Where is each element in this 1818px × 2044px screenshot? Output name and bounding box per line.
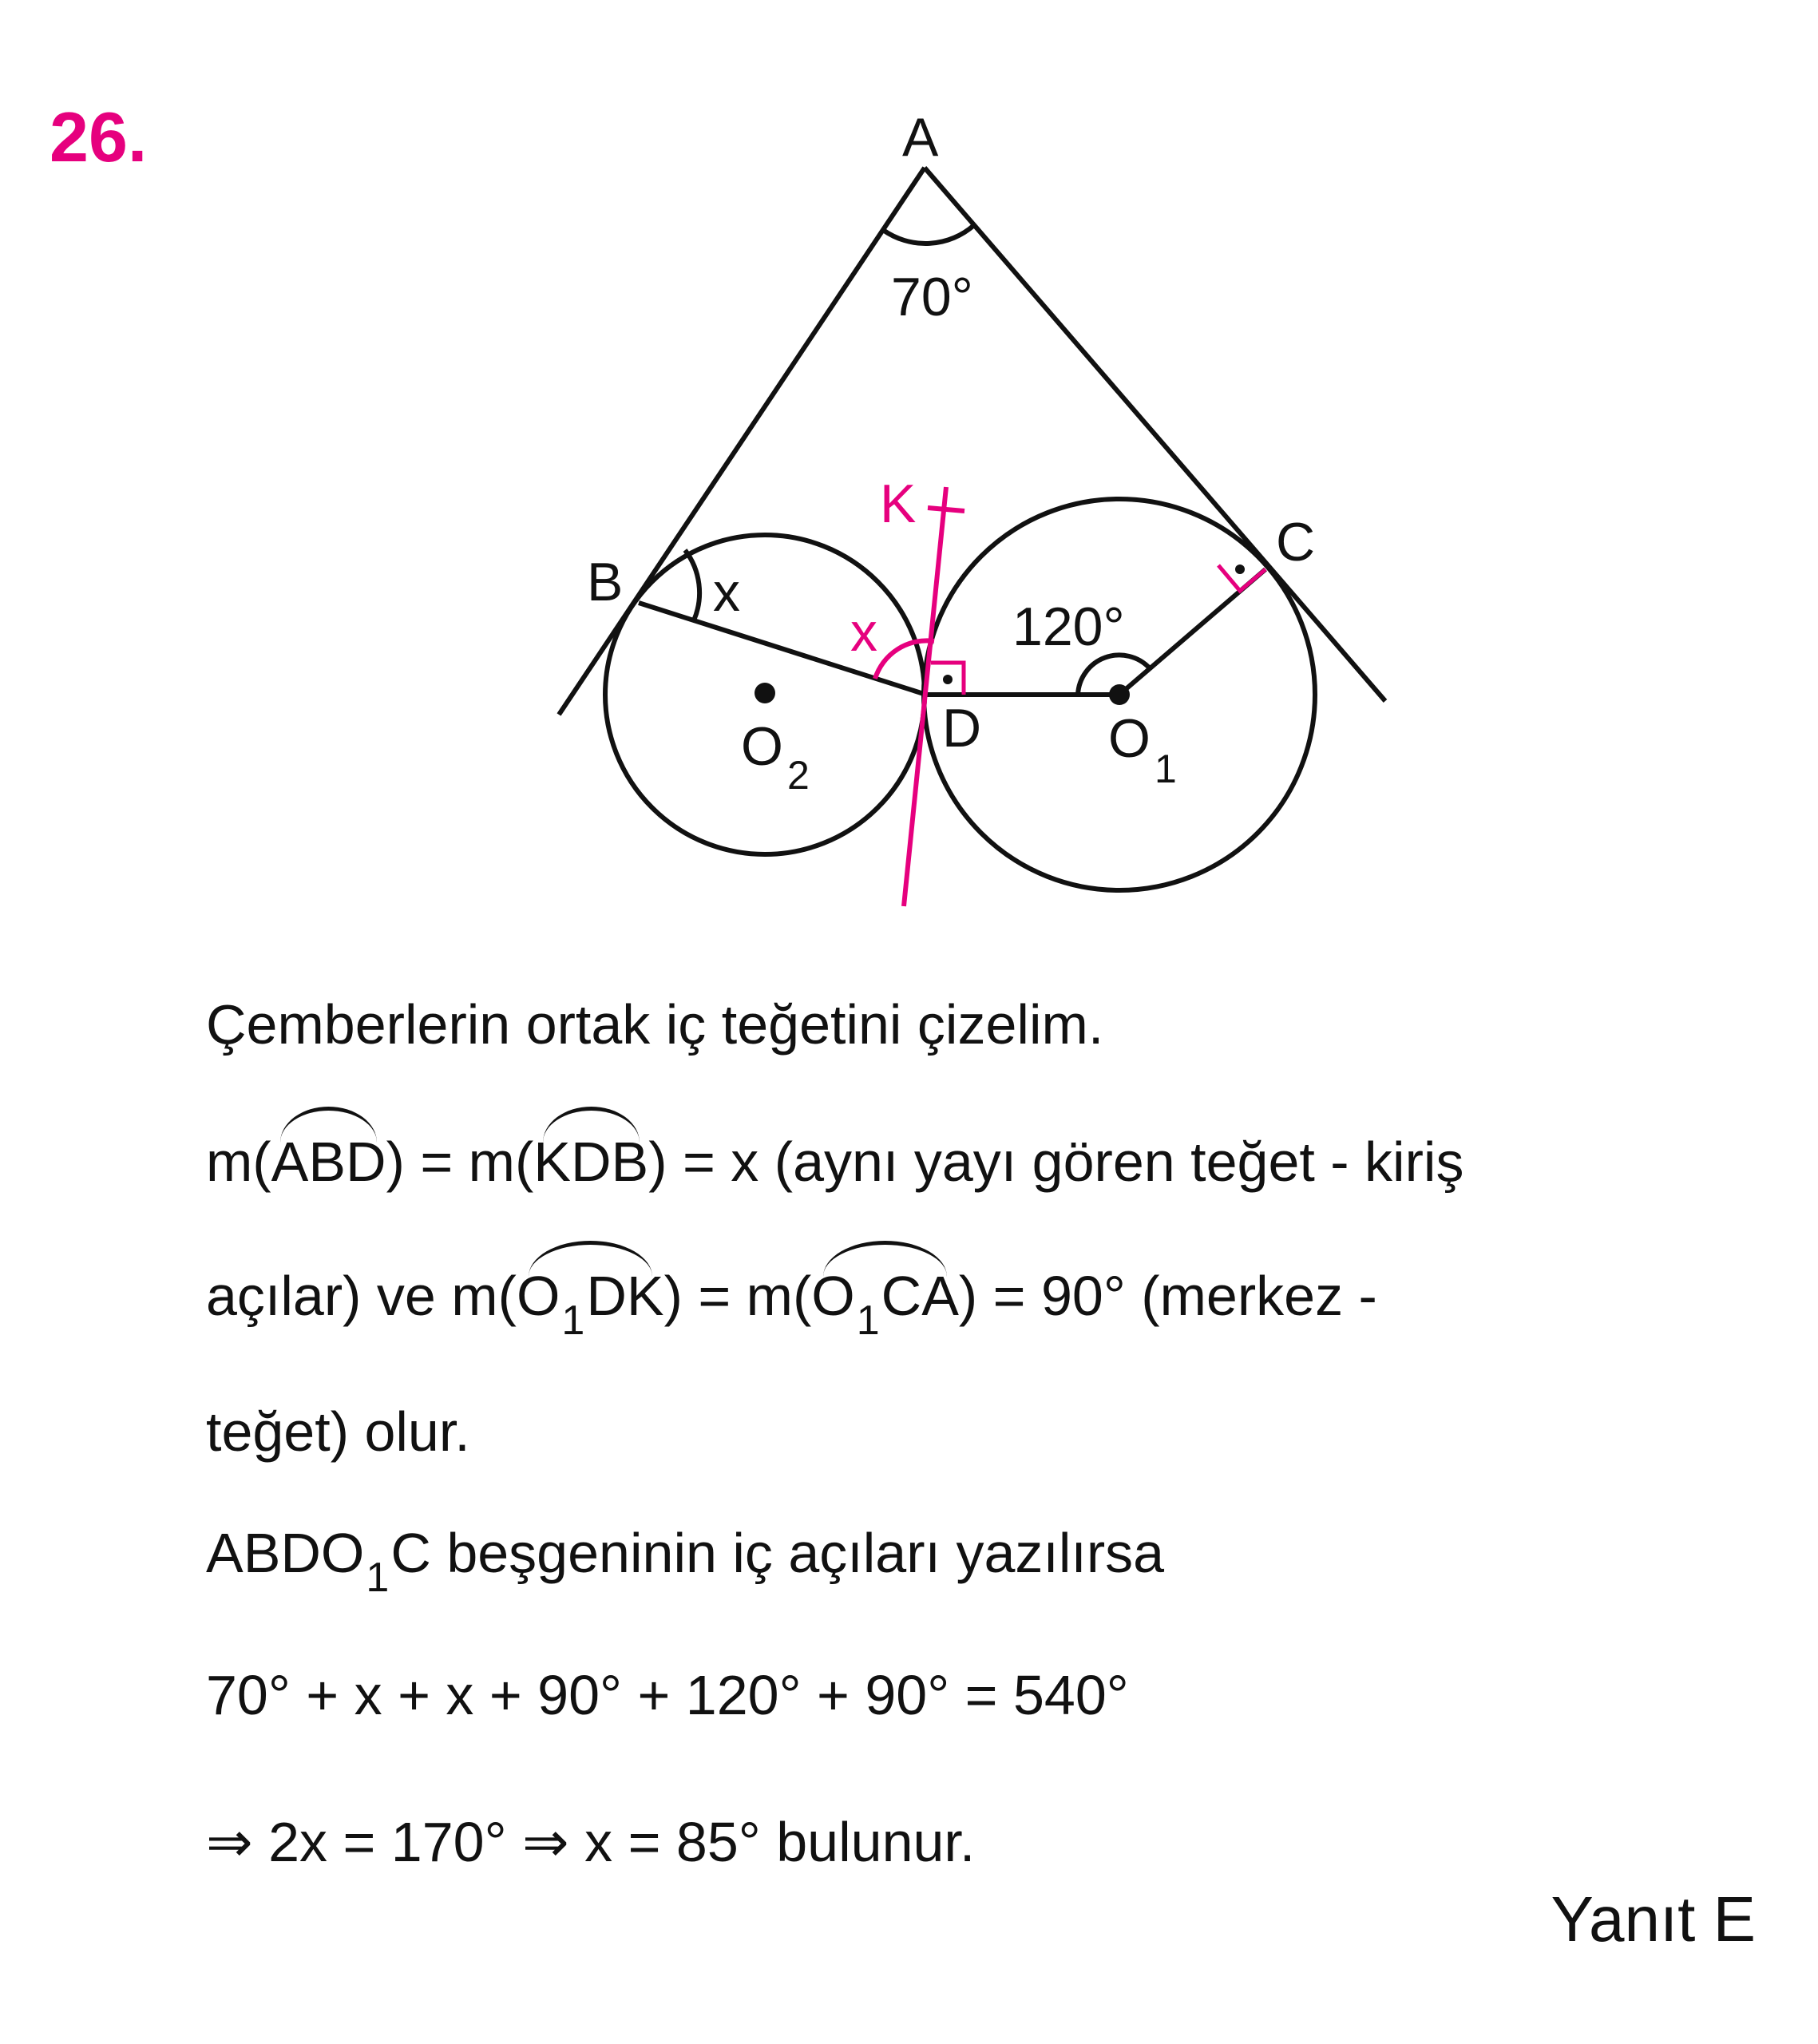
angle-arc-A [883,225,974,244]
solution-line-4: teğet) olur. [206,1400,470,1463]
text-pentagon: C beşgeninin iç açıları yazılırsa [390,1522,1165,1584]
solution-line-7: ⇒ 2x = 170° ⇒ x = 85° bulunur. [206,1811,976,1873]
subscript-1-b: 1 [856,1297,880,1344]
label-O1-sub: 1 [1155,747,1177,791]
angle-KDB: KDB [533,1131,649,1193]
angle-O1CA [811,1265,959,1344]
right-angle-dot-D [943,675,953,684]
text-tangent-chord: ) = x (aynı yayı gören teğet - kiriş [648,1131,1464,1193]
solution-line-3 [206,1265,1377,1344]
center-O2-point [755,683,775,703]
text-90-merkez: ) = 90° (merkez - [958,1265,1377,1327]
label-angle-D: x [850,602,877,663]
angle-O1DK [516,1265,664,1344]
solution-line-1: Çemberlerin ortak iç teğetini çizelim. [206,993,1104,1056]
solution-line-5 [206,1522,1165,1601]
text-equals-m: ) = m( [386,1131,534,1193]
label-O2: O [741,716,783,777]
text-CA: CA [881,1265,959,1327]
text-ABDO: ABDO [206,1522,365,1584]
geometry-figure [0,0,1818,942]
solution-line-6: 70° + x + x + 90° + 120° + 90° = 540° [206,1664,1129,1726]
angle-ABD: ABD [271,1131,386,1193]
segment-BD [639,603,926,695]
label-O1: O [1108,708,1151,769]
label-angle-A: 70° [891,267,973,327]
text-O-2: O [811,1265,855,1327]
text-acilar-ve: açılar) ve m( [206,1265,517,1327]
angle-arc-B [685,550,699,620]
text-equals-m-2: ) = m( [663,1265,812,1327]
subscript-1-c: 1 [366,1555,390,1601]
label-B: B [587,552,624,612]
label-A: A [902,107,939,168]
text-O: O [516,1265,560,1327]
label-O2-sub: 2 [787,753,810,798]
text-m-open: m( [206,1131,271,1193]
tangent-tick-K [928,508,964,511]
center-O1-point [1109,684,1130,705]
answer-label: Yanıt E [1551,1884,1756,1955]
label-angle-B: x [713,562,740,623]
solution-line-2 [206,1131,1464,1193]
right-angle-dot-C [1235,564,1245,574]
label-angle-O1: 120° [1012,596,1125,657]
subscript-1: 1 [561,1297,585,1344]
text-DK: DK [586,1265,664,1327]
label-D: D [942,698,982,759]
line-AC [925,168,1385,701]
question-number: 26. [50,97,148,176]
label-C: C [1276,512,1316,572]
label-K: K [880,473,917,534]
